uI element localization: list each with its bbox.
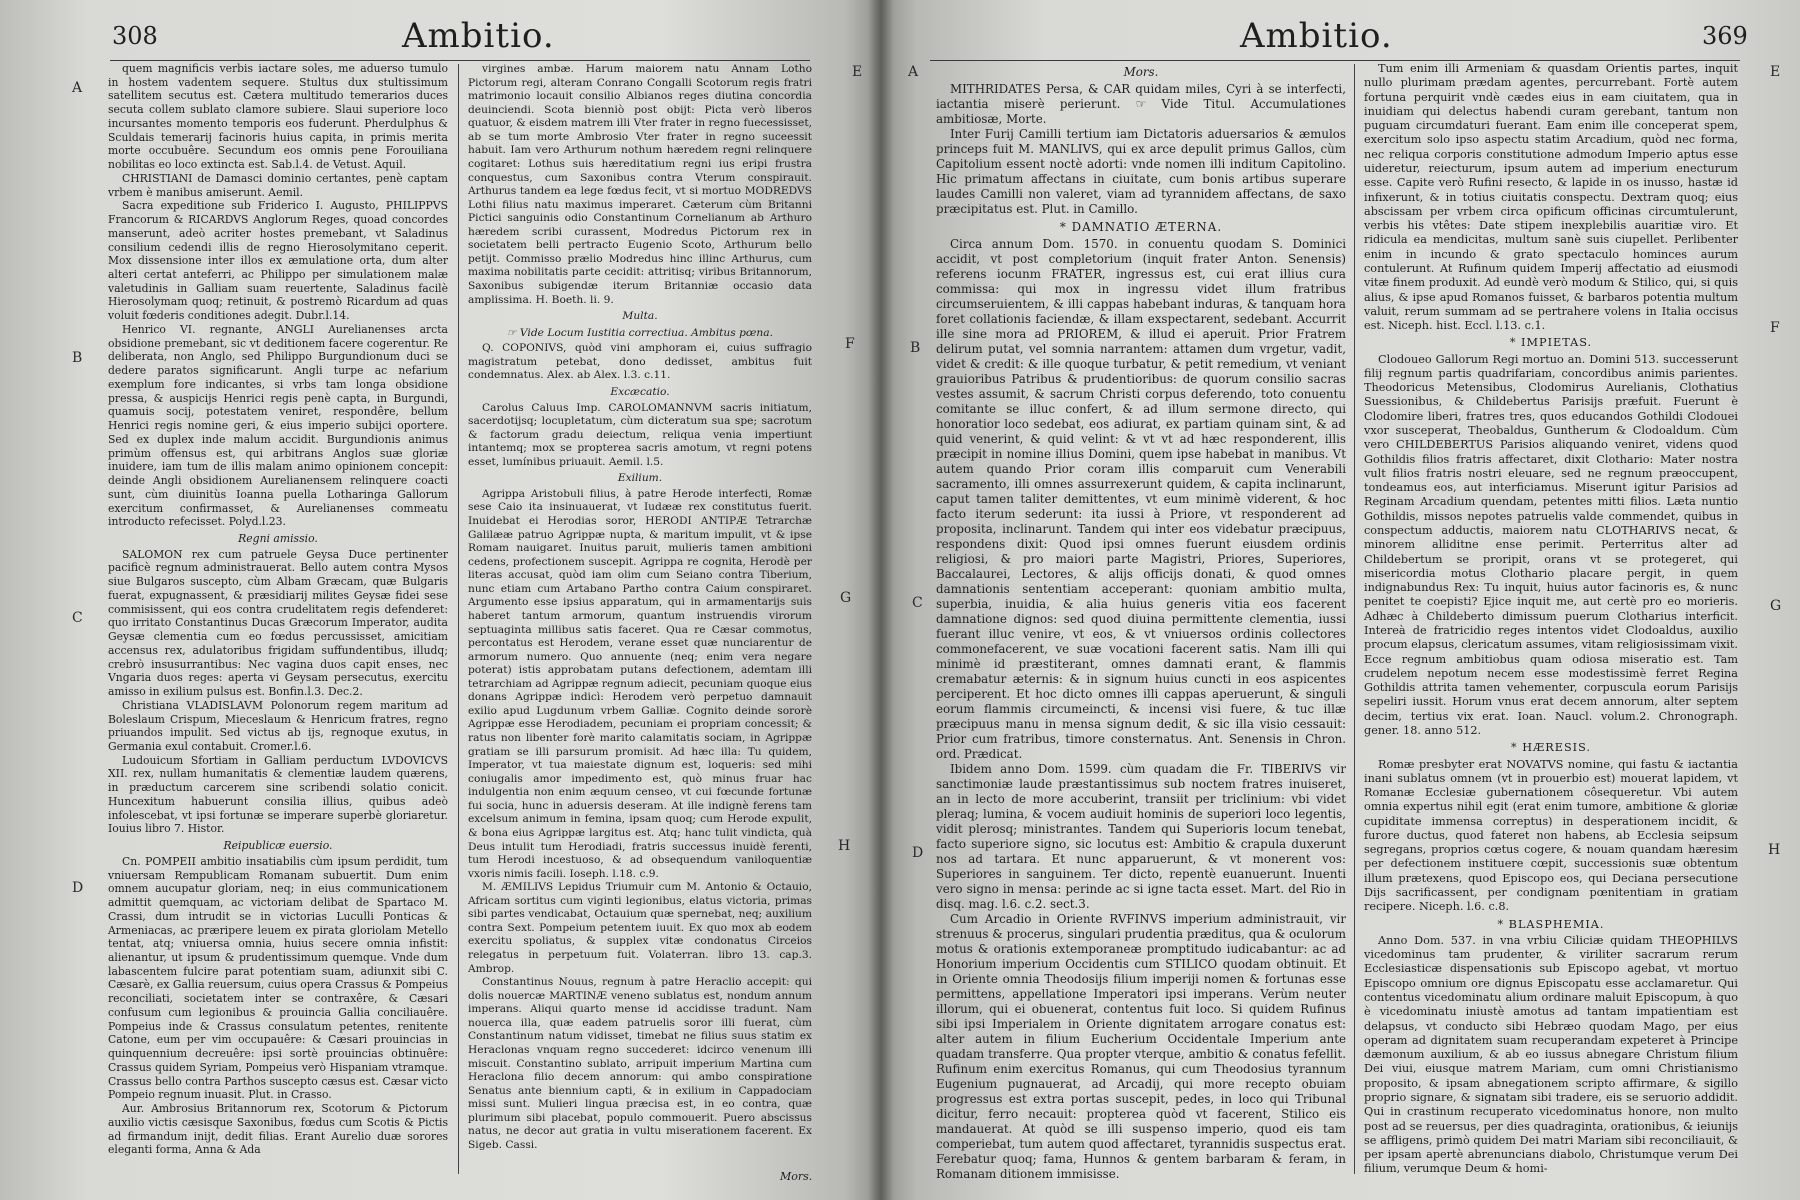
left-column-1	[108, 62, 448, 1182]
paragraph: Carolus Caluus Imp. CAROLOMANNVM sacris initiatum, sacerdotijsq; locupletatum, cùm dicteratum sua spe; sacrotum & factorum gradu deiectum, reliqua venia impertiunt intantemq; mox se propterea sacris amotum, vt regni potens esset, lumínibus priuauit. Aemil. l.5.	[468, 400, 812, 468]
right-column-rule	[1354, 64, 1355, 1174]
left-column-2	[468, 62, 812, 1166]
section-heading: Exilium.	[617, 471, 663, 485]
margin-letter-c: C	[72, 610, 83, 626]
section-heading: Reipublicæ euersio.	[223, 839, 333, 853]
section-heading: * BLASPHEMIA.	[1497, 917, 1605, 931]
section-heading: * HÆRESIS.	[1511, 741, 1591, 755]
paragraph: Romæ presbyter erat NOVATVS nomine, qui fastu & iactantia inani sublatus omnem (vt in prouerbio est) mouerat lapidem, vt Romanæ Ecclesiæ gubernationem côsequeretur. Vbi autem omnia expertus nihil egit (erat enim tumore, ambitione & gloriæ cupiditate immensa correptus) in desperationem incidit, & furore ductus, quod fateret non habens, ab Ecclesia seipsum segregans, proprios cœtus cogere, & nouam quandam hæresim per defectionem instituere cœpit, successionis suæ obtentum illum prætexens, quod Episcopo eos, qui Deciana persecutione Dijs sacrificassent, per condignam pœnitentiam in gratiam recipere. Niceph. l.6. c.8.	[1364, 757, 1738, 914]
paragraph: Circa annum Dom. 1570. in conuentu quodam S. Dominici accidit, vt post completorium (inquit frater Anton. Senensis) referens iocunm FRATER, ingressus est, cui erat illius cura commissa: qui mox in ingressu videt illum fratribus circumseruientem, & illi cappas habebant induras, & tanquam hora foret collationis faciendæ, & illam exspectarent, sedebant. Accurrit ille sine mora ad PRIOREM, & illud ei aperuit. Prior Fratrem delirum putat, vel somnia narrantem: attamen dum vrgetur, vadit, videt & credit: & ille quoque turbatur, & petit remedium, vt veniant grauioribus Patribus & prudentioribus: de quorum consilio sacras vestes assumit, & sacrum Christi corpus deferendo, toto conuentu comitante se illuc confert, & ad illum sermone directo, qui honoratior loco sedebat, eos adiurat, ex partiam quinam sint, & ad quid venerint, & quid velint: & vt vt ad hæc responderent, illis præcipit in nomine illius Domini, quem ipse habebat in manibus. Vt autem quando Prior coram illis comparuit cum Venerabili sacramento, illi omnes assurrexerunt quidem, & capita inclinarunt, caput tamen taliter demittentes, vt eum minimè viderent, & hoc facto iterum sederunt: ita iussi à Priore, vt responderent ad proposita, inclinarunt. Tandem qui inter eos videbatur præcipuus, respondens dixit: Quod ipsi omnes fuerunt eiusdem ordinis religiosi, & pro maiori parte Magistri, Priores, Superiores, Baccalaurei, Lectores, & alijs officijs donati, & quod omnes damnationis sententiam acceperant: quoniam ambitio multa, superbia, inuidia, & alia huius generis vitia eos facerent damnatione dignos: sed quod diuina permittente clementia, iussi fuerant illuc venire, vt eos, & vt vniuersos ordinis collectores commonefacerent, ve suæ vocationi facerent satis. Nam illi qui minimè id præstiterant, omnes damnati erant, & flammis cremabatur æternis: & in signum huius cuncti in eos aspicentes perciperent. Et hoc dicto omnes illi cappas aperuerunt, & singuli eorum flammis circumeincti, & incensi visi fuere, & tuc illæ præcipuus manu in mensa signum dedit, & sic illa visio cessauit: Prior cum fratribus, timore consternatus. Ant. Senensis in Chron. ord. Prædicat.	[936, 237, 1346, 761]
left-page-number: 308	[112, 22, 158, 50]
paragraph: Ibidem anno Dom. 1599. cùm quadam die Fr. TIBERIVS vir sanctimoniæ laude præstantissimus sub noctem fratres inuiseret, an in lecto de more accuberint, transiit per triclinium: vbi videt pleraq; lumina, & vocem audiuit hominis de superiori loco legentis, vidit plerosq; ministrantes. Tandem qui Superioris locum tenebat, facto superiore signo, sic locutus est: Ambitio & crapula duxerunt nos ad tartara. Et nunc apparuerunt, & vt monerent vos: Superiores in sanguinem. Ter dicto, repentè euanuerunt. Inuenti vero signo in mensa: perinde ac si igne tacta esset. Mart. del Rio in disq. mag. l.6. c.2. sect.3.	[936, 762, 1346, 911]
section-heading: ☞ Vide Locum Iustitia correctiua. Ambitus pœna.	[507, 325, 773, 339]
paragraph: CHRISTIANI de Damasci dominio certantes, penè captam vrbem è manibus amiserunt. Aemil.	[108, 171, 448, 199]
paragraph: Henrico VI. regnante, ANGLI Aurelianenses arcta obsidione premebant, sic vt deditionem facere cogerentur. Re deliberata, non Anglo, sed Philippo Burgundionum duci se dedere paratos significarunt. Angli turpe ac nefarium exemplum fore indicantes, si vrbs tam longa obsidione pressa, & auspicijs Henrici regis penè capta, in Burgundi, quamuis socij, potestatem veniret, respondêre, bellum Henrici regis nomine geri, & eius imperio subijci oportere. Sed ex duplex inde malum accidit. Burgundionis animus primùm offensus est, qui arbitrans Anglos suæ gloriæ inuidere, iam tum de illis malam animo opinionem concepit: deinde Angli obsidionem Aurelianensem relinquere coacti sunt, cùm diuinitùs Ioanna puella Lotharinga Gallorum exercitum confirmasset, & Aurelianenses commeatu introducto refecisset. Polyd.l.23.	[108, 322, 448, 529]
margin-letter-b: B	[72, 350, 83, 366]
paragraph: Sacra expeditione sub Friderico I. Augusto, PHILIPPVS Francorum & RICARDVS Anglorum Reges, quoad concordes manserunt, adeò acriter hostes premebant, vt Saladinus consilium cedendi illis de regno Hierosolymitano ceperit. Mox dissensione inter illos ex æmulatione orta, dum alter alteri certat anteferri, ac Philippo per simulationem malæ valetudinis in Galliam suam reuertente, Saladinus facilè Hierosolymam quoq; retinuit, & postremò Ricardum ad quas voluit fœderis conditiones adegit. Dubr.l.14.	[108, 199, 448, 323]
section-heading: Regni amissio.	[238, 531, 318, 545]
margin-letter-a-right: A	[908, 64, 919, 80]
left-column-rule	[458, 64, 459, 1174]
right-column-1	[936, 62, 1346, 1188]
inner-letter-f: F	[845, 336, 855, 352]
right-head-rule	[930, 60, 1740, 61]
paragraph: MITHRIDATES Persa, & CAR quidam miles, Cyri à se interfecti, iactantia miserè perierunt. ☞ Vide Titul. Accumulationes ambitiosæ, Morte.	[936, 82, 1346, 126]
paragraph: virgines ambæ. Harum maiorem natu Annam Lotho Pictorum regi, alteram Conrano Congalli Scotorum regis fratri matrimonio locauit consilio Albianos reges diutina concordia deuinciendi. Scota bienniò post obijt: Picta verò liberos quatuor, & eisdem matrem illi Vter frater in regno fuecessisset, ab se tum morte Ambrosio Vter frater in regno suceessit habuit. Iam vero Arthurum nothum hæredem regni relinquere cogitaret: Lothus suis hæreditatium regni ius eripi frustra conquestus, cum Saxonibus contra Vterum conspirauit. Arthurus tandem ea lege fœdus fecit, vt si mortuo MODREDVS Lothi filius natu maximus imperaret. Cæterum cùm Britanni Pictici sanguinis odio Constantinum Cornelianum ab Arthuro hæredem scribi curassent, Modredus Pictorum rex in societatem belli pertracto Eugenio Scoto, Arthurum bello petijt. Commisso prælio Modredus hinc illinc Arthurus, cum maxima nobilitatis parte cecidit: attritisq; viribus Britannorum, Saxonibus subigendæ iterum Britanniæ occasio data amplissima. H. Boeth. li. 9.	[468, 62, 812, 306]
book-gutter	[868, 0, 894, 1200]
paragraph: Cn. POMPEII ambitio insatiabilis cùm ipsum perdidit, tum vniuersam Rempublicam Romanam subuertit. Dum enim omnem aucupatur gloriam, neq; in eius communicationem admittit quemquam, ac victoriam delibat de Spartaco M. Crassi, dum intrudit se in victorias Luculli Ponticas & Armeniacas, ac præripere leuem ex pirata gloriolam Metello tentat, atq; vniuersa omnia, huius secere omnia infistit: alienantur, ut ipsum & prudentissimum quemque. Vnde dum labascentem fulcire parat potentiam suam, adiunxit sibi C. Cæsarè, ex Gallia reuersum, cuius opera Crassus & Pompeius reconciliati, societatem inter se contraxêre, & Cæsari confusum cum legionibus & prouincia Gallia conciliauêre. Pompeius inde & Crassus consulatum petentes, renitente Catone, eum per vim occupauêre: & Cæsari prouincias in quinquennium decreuêre: ipsi sortè prouincias obtinuêre: Crassus quidem Syriam, Pompeius verò Hispaniam vtramque. Crassus bello contra Parthos suscepto cæsus est. Cæsar victo Pompeio regnum inuasit. Plut. in Crasso.	[108, 854, 448, 1102]
inner-letter-h: H	[838, 838, 851, 854]
right-column-2	[1364, 62, 1738, 1188]
left-catchword: Mors.	[780, 1170, 813, 1183]
paragraph: Aur. Ambrosius Britannorum rex, Scotorum & Pictorum auxilio victis cæsisque Saxonibus, fœdus cum Scotis & Pictis ad firmandum inijt, dedit filias. Erant Aurelio duæ sorores eleganti forma, Anna & Ada	[108, 1102, 448, 1157]
outer-letter-g: G	[1770, 598, 1782, 614]
margin-letter-a: A	[72, 80, 83, 96]
paragraph: SALOMON rex cum patruele Geysa Duce pertinenter pacificè regnum administrauerat. Bello autem contra Mysos siue Bulgaros suscepto, cùm Albam Græcam, quæ Bulgaris fuerat, expugnassent, & præsidiarij milites Geysæ fidei sese commisissent, qui eos contra crudelitatem regis defenderet: quo irritato Constantinus Ducas Græcorum Imperator, audita Geysæ clementia cum eo fœdus percussisset, amicitiam accensus rex, adulatoribus frigidam suffundentibus, illudq; crebrò insusurrantibus: Nec vagina duos capit enses, nec Vngaria duos reges: aperta vi Geysam persecutus, exercitu amisso in exilium pulsus est. Bonfin.l.3. Dec.2.	[108, 547, 448, 699]
paragraph: Tum enim illi Armeniam & quasdam Orientis partes, inquit nullo plurimam prædam agentes, percurrebant. Fortè autem fortuna perquirit vndè cædes eius in eam ciuitatem, qua in inuidiam qui delectus habendi curam gerebant, tantum non puguam circumdaturi fuerant. Eam enim ille conceperat spem, exercitum solo ipso aspectu statim Arcadium, quòd nec forma, nec reliqua corporis constitutione admodum Imperio aptus esse uideretur, reiecturum, ipsum autem ad imperium enecturum esse. Capite verò Rufini resecto, & lapide in os inusso, hastæ id infixerunt, & in totius ciuitatis conspectu. Dextram quoq; eius abscissam per vrbem circa opificum officinas circumtulerunt, verbis his vtêtes: Date stipem inexplebilis auaritiæ viro. Et ridicula ea mendicitas, multum sanè suis ciupellet. Perlibenter enim in incundo & grato spectaculo hominces aurum contulerunt. At Rufinum quidem Imperij affectatio ad eiusmodi vitæ finem produxit. Ad eundè verò modum & Stilico, qui, si quis alius, & ipse apud Romanos fuisset, & barbaros potentia multum valuit, rerum summam ad se pertrahere volens in Italia occisus est. Niceph. hist. Eccl. l.13. c.1.	[1364, 62, 1738, 333]
inner-letter-g: G	[840, 590, 852, 606]
section-heading: Excæcatio.	[610, 384, 670, 398]
paragraph: M. ÆMILIVS Lepidus Triumuir cum M. Antonio & Octauio, Africam sortitus cum viginti legionibus, elatus victoria, primas sibi partes vendicabat, Octauium quæ spernebat, neq; auxilium contra Sext. Pompeium petentem iuuit. Ex quo mox ab eodem exercitu spoliatus, & supplex vitæ condonatus Circeios relegatus in perpetuum fuit. Volaterran. libro 13. cap.3. Ambrop.	[468, 880, 812, 975]
paragraph: Anno Dom. 537. in vna vrbiu Ciliciæ quidam THEOPHILVS vicedominus tam prudenter, & viriliter sacrarum rerum Ecclesiasticæ dispensationis sub Episcopo agebat, vt mortuo Episcopo omnium ore dignus Episcopatu esse acclamaretur. Qui contentus vicedominatu alium ordinare maluit Episcopum, à quo è vicedominatu iniustè amotus ad tantam impatientiam est delapsus, vt conducto sibi Hebræo quodam Mago, per eius operam ad dignitatem suam recuperandam expeteret à Principe dæmonum auxilium, & ab eo iussus abnegare Christum filium Dei viui, eiusque matrem Mariam, cum omni Christianismo proposito, & ipsam abnegationem scripto affirmare, & sigillo proprio signare, & signatam sibi tradere, eis se seruorio addidit. Qui in crastinum recuperato vicedominatus honore, non multo post ad se reuersus, per dies quadraginta, orationibus, & ieiunijs se affligens, primò quidem Dei matri Mariam sibi reconciliauit, & per ipsam apertè abrenuncians diabolo, Christumque verum Dei filium, verumque Deum & homi-	[1364, 933, 1738, 1176]
right-page	[880, 0, 1800, 1200]
inner-letter-e: E	[852, 64, 863, 80]
paragraph: quem magnificis verbis iactare soles, me aduerso tumulo in hostem vadentem sequere. Stultus dux stultissimum satellitem secutus est. Cætera multitudo temerarios duces secuta collem sublato clamore subiere. Slaui superiore loco incursantes momento temporis eos fuderunt. Pherdulphus & Sculdais temerarij facinoris huius capita, in primis merita morte occubuêre. Secundum eos omnis pene Forouiliana nobilitas eo loco extincta est. Sab.l.4. de Vetust. Aquil.	[108, 62, 448, 172]
margin-letter-c-right: C	[912, 595, 923, 611]
right-running-head: Ambitio.	[1240, 16, 1393, 56]
paragraph: Constantinus Nouus, regnum à patre Heraclio accepit: qui dolis nouercæ MARTINÆ veneno sublatus est, nondum annum imperans. Aliqui quarto mense id accidisse tradunt. Nam nouerca illa, quæ eadem patruelis soror illi fuerat, cùm Constantinum natum vidisset, timebat ne filius suus statim ex Heraclonas vnquam regno succederet: idcirco venenum illi miscuit. Constantino sublato, arripuit imperium Martina cum Heraclona filio decem annorum: qui ambo conspiratione Senatus ante biennium capti, & in exilium in Cappadociam missi sunt. Mulieri lingua præcisa est, in eo contra, quæ plurimum sibi placebat, populo commouerit. Puero abscissus natus, ne decor aut gratia in vultu miserationem facerent. Ex Sigeb. Cassi.	[468, 975, 812, 1151]
margin-letter-d-right: D	[912, 845, 924, 861]
paragraph: Cum Arcadio in Oriente RVFINVS imperium administrauit, vir strenuus & procerus, singulari prudentia præditus, qua & oculorum motus & orationis extemporaneæ promptitudo iudicabantur: ac ad Honorium imperium Occidentis cum STILICO quodam obtinuit. Et in Oriente omnia Theodosijs filium imperiji nomen & fortunas esse permittens, appellatione Imperatori ipsi imperans. Verùm neuter illorum, qui ei obuenerat, contentus fuit loco. Si quidem Rufinus sibi ipsi Imperialem in Oriente dignitatem arrogare conatus est: alter autem in filium Eucherium Occidentale Imperium ante quadam transferre. Qua propter vterque, ambitio & conatus fefellit. Rufinum enim exercitus Romanus, qui cum Theodosius tyrannum Eugenium pugnauerat, ad Arcadij, qui more recepto obuiam progressus est extra portas suscepit, pedes, in loco qui Tribunal dicitur, ferro necauit: propterea quòd vt facerent, Stilico eis mandauerat. At quòd se illi suspenso imperio, quod eis tam comperiebat, tum autem quod affectaret, tyrannidis suspectus erat. Ferebatur quoq; fama, Hunnos & gentem barbaram & feram, in Romanam ditionem immisisse.	[936, 912, 1346, 1181]
left-running-head: Ambitio.	[402, 16, 555, 56]
right-page-number: 369	[1702, 22, 1748, 50]
left-head-rule	[110, 60, 810, 61]
paragraph: Q. COPONIVS, quòd vini amphoram ei, cuius suffragio magistratum petebat, dono dedisset, ambitus fuit condemnatus. Alex. ab Alex. l.3. c.11.	[468, 341, 812, 382]
paragraph: Agrippa Aristobuli filius, à patre Herode interfecti, Romæ sese Caio ita insinuauerat, vt Iudææ rex constitutus fuerit. Inuidebat ei Herodias soror, HERODI ANTIPÆ Tetrarchæ Galilææ patruo Agrippæ nupta, & maritum impulit, vt & ipse Romam nauigaret. Inuitus paruit, mulieris tamen ambitioni cedens, profectionem suscepit. Agrippa re cognita, Herodè per literas accusat, quòd iam olim cum Seiano contra Tiberium, nunc etiam cum Artabano Partho contra Caium conspiraret. Argumento esse ipsius apparatum, qui in armamentarijs suis haberet tantum armorum, quantum instruendis virorum septuaginta millibus satis faceret. Qua re Cæsar commotus, percontatus est Herodem, verane esset quæ nunciarentur de armorum numero. Quo annuente (neq; enim vera negare poterat) istis approbatam putans defectionem, ademtam illi tetrarchiam ad Agrippæ regnum adiecit, pecuniam quoque eius donans Agrippæ indicì: Herodem verò perpetuo damnauit exilio apud Lugdunum vrbem Galliæ. Cognito deinde sororè Agrippæ esse Herodiadem, pecuniam ei propriam concessit; & ratus non libenter forè marito calamitatis sociam, in Agrippæ gratiam se illi parsurum promisit. Ad hæc illa: Tu quidem, Imperator, vt tua maiestate dignum est, loqueris: sed mihi coniugalis amor impedimento est, quò minus fruar hac indulgentia non enim æquum censeo, vt cui fœcunde fortunæ fui socia, hunc in aduersis deseram. At ille indignè ferens tam excelsum animum in femina, ipsam quoq; cum Herode expulit, & bona eius Agrippæ largitus est. Atq; hanc tulit vindicta, quà Deus intulit tum Herodiadi, fratris successus inuidè ferenti, tum Herodi incestuoso, & ad obsequendum vaniloquentiæ vxoris nimis facili. Ioseph. l.18. c.9.	[468, 486, 812, 880]
paragraph: Inter Furij Camilli tertium iam Dictatoris aduersarios & æmulos princeps fuit M. MANLIVS, qui ex arce depulit primus Gallos, cùm Capitolium essent noctè adorti: vnde nomen illi inditum Capitolino. Hic primatum affectans in ciuitate, cum bonis artibus superare laudes Camilli non valeret, viam ad tyrannidem affectans, de saxo præcipitatus est. Plut. in Camillo.	[936, 127, 1346, 216]
margin-letter-b-right: B	[910, 340, 921, 356]
outer-letter-e: E	[1770, 64, 1781, 80]
outer-letter-h: H	[1768, 842, 1781, 858]
paragraph: Christiana VLADISLAVM Polonorum regem maritum ad Boleslaum Crispum, Mieceslaum & Henricum fratres, regno priuandos impulit. Sed victus ab ijs, regnoque exutus, in Germania exul contabuit. Cromer.l.6.	[108, 698, 448, 753]
paragraph: Clodoueo Gallorum Regi mortuo an. Domini 513. successerunt filij regnum partis quadrifariam, concordibus animis parientes. Theodoricus Metensibus, Clodomirus Aurelianis, Clothatius Suessionibus, & Childebertus Parisijs præfuit. Fuerunt è Clodomire liberi, fratres tres, quos educandos Gothildi Clodouei vxor susceperat, Theobaldus, Guntherum & Clodoaldum. Cùm vero CHILDEBERTUS Parisios aliquando veniret, videns quod Gothildis filios fratris affectaret, dixit Clothario: Mater nostra vult filios fratris nostri eleuare, sed ne regnum præoccupent, tondeamus eos, aut interficiamus. Miserunt igitur Parisios ad Reginam Arcadium quendam, petentes mitti filios. Læta nuntio Gothildis, missos nepotes patruelis valde commendet, quibus in conspectum adductis, maiorem natu CLOTHARIVS necat, & minorem alliditne ense perimit. Perterritus alter ad Childebertum se proripit, orans vt se protegeret, qui misericordia motus Clothario placare pergit, in quem indignabundus Rex: Tu inquit, huius autor facinoris es, & nunc penitet te coepisti? Ejice inquit me, aut certè pro eo morieris. Adhæc à Childeberto dimissum puerum Clotharius interficit. Intereà de fratricidio reges intentos videt Clodoaldus, auxilio procum elapsus, clericatum assumes, vitam religiosissimam vixit. Ecce regnum ambitiobus quam odiosa miseratio est. Tam crudelem nepotum necem esse modestissimè ferret Regina Gothildis attrita tamen vehementer, corpuscula eorum Parisijs sepeliri iussit. Horum vnus erat decem annorum, alter septem decim, tertius vix erat. Ioan. Naucl. volum.2. Chronograph. gener. 18. anno 512.	[1364, 352, 1738, 737]
section-heading: * IMPIETAS.	[1509, 336, 1593, 350]
outer-letter-f: F	[1770, 320, 1780, 336]
margin-letter-d: D	[72, 880, 84, 896]
left-page	[0, 0, 880, 1200]
paragraph: Ludouicum Sfortiam in Galliam perductum LVDOVICVS XII. rex, nullam humanitatis & clementiæ laudem quærens, in præductum carcerem sine scribendi solatio conicit. Huncexitum habuerunt consilia illius, quibus adeò infolescebat, vt ipsi fortunæ se imperare superbè gloriaretur. Iouius libro 7. Histor.	[108, 753, 448, 836]
section-heading: Multa.	[622, 309, 658, 323]
section-heading: * DAMNATIO ÆTERNA.	[1059, 220, 1223, 234]
section-heading: Mors.	[1123, 65, 1159, 79]
